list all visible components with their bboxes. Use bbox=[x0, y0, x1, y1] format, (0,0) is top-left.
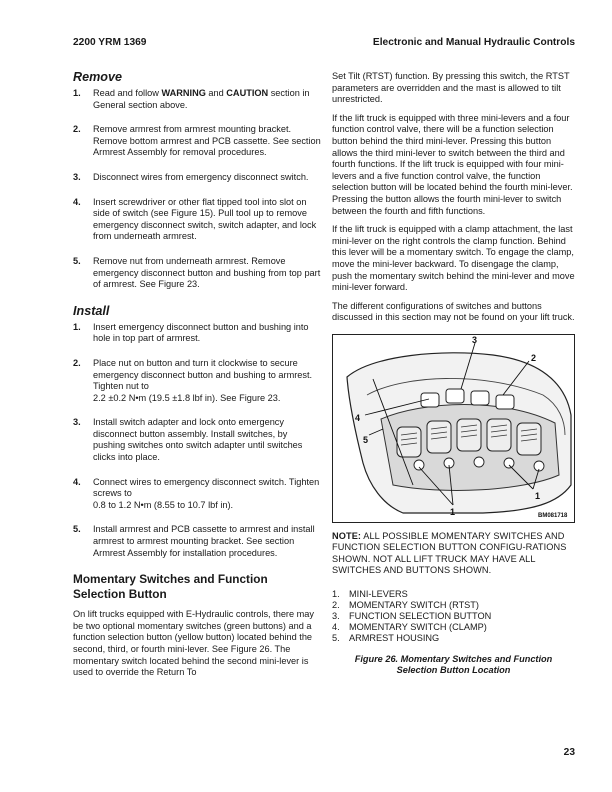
legend-item bbox=[332, 611, 575, 622]
mini-lever bbox=[487, 419, 511, 451]
legend-number: 3. bbox=[332, 610, 340, 621]
step-number: 2. bbox=[73, 357, 81, 368]
step-number: 4. bbox=[73, 476, 81, 487]
warning-label: WARNING bbox=[161, 88, 206, 98]
remove-step bbox=[73, 256, 321, 291]
callout-3: 3 bbox=[472, 334, 478, 345]
step-text: Insert screwdriver or other flat tipped tool into slot on side of switch (see Figure 15). Pull tool up to remove emergency disconnect switch, switch adapter, and lock from underneath armrest. bbox=[93, 196, 317, 242]
armrest-illustration bbox=[333, 335, 574, 522]
step-number: 2. bbox=[73, 124, 81, 135]
step-text: Remove armrest from armrest mounting bracket. Remove bottom armrest and PCB cassette. See section Armrest Assembly for removal procedures. bbox=[93, 124, 321, 158]
legend-label: ARMREST HOUSING bbox=[349, 632, 440, 643]
step-text: and bbox=[205, 88, 227, 98]
legend-number: 5. bbox=[332, 632, 340, 643]
caption-line: Figure 26. Momentary Switches and Function bbox=[354, 653, 553, 664]
torque-spec: 2.2 ±0.2 N•m (19.5 ±1.8 lbf in). See Figure 23. bbox=[93, 392, 281, 403]
step-number: 3. bbox=[73, 417, 81, 428]
callout-2: 2 bbox=[531, 352, 537, 363]
install-step bbox=[73, 477, 321, 512]
figure-code: BM081718 bbox=[538, 512, 568, 519]
callout-5: 5 bbox=[363, 434, 369, 445]
left-column bbox=[73, 70, 321, 686]
remove-step bbox=[73, 88, 321, 111]
callout-1: 1 bbox=[450, 506, 456, 517]
step-number: 1. bbox=[73, 88, 81, 98]
step-text: section in General section above. bbox=[93, 88, 310, 110]
callout-1b: 1 bbox=[535, 490, 541, 501]
switch-button bbox=[471, 391, 489, 405]
install-steps bbox=[73, 322, 321, 560]
step-number: 3. bbox=[73, 171, 81, 182]
mini-lever bbox=[427, 421, 451, 453]
step-number: 5. bbox=[73, 524, 81, 535]
install-heading: Install bbox=[73, 303, 110, 318]
figure-caption bbox=[332, 654, 575, 677]
switch-button bbox=[446, 389, 464, 403]
step-text: Disconnect wires from emergency disconnect switch. bbox=[93, 171, 309, 182]
page-number: 23 bbox=[563, 747, 575, 758]
right-column bbox=[332, 71, 575, 677]
momentary-paragraph: On lift trucks equipped with E-Hydraulic controls, there may be two optional momentary switches (green buttons) and a function selection button (yellow button) located behind the second, third, or fourth mini-lever. See Figure 26. The momentary switch located behind the second mini-lever is used to override the Return To bbox=[73, 609, 315, 678]
note-text: ALL POSSIBLE MOMENTARY SWITCHES AND FUNCTION SELECTION BUTTON CONFIGU-RATIONS SHOWN. NOT ALL LIFT TRUCK MAY HAVE ALL SWITCHES AND BUTTONS SHOWN. bbox=[332, 530, 567, 576]
legend-label: FUNCTION SELECTION BUTTON bbox=[349, 610, 492, 621]
remove-step bbox=[73, 197, 321, 243]
mini-lever bbox=[517, 423, 541, 455]
step-text: Insert emergency disconnect button and bushing into hole in top part of armrest. bbox=[93, 321, 309, 344]
legend-item bbox=[332, 589, 575, 600]
legend-label: MOMENTARY SWITCH (CLAMP) bbox=[349, 621, 487, 632]
clamp-paragraph: If the lift truck is equipped with a clamp attachment, the last mini-lever on the right controls the clamp function. Behind this lever will be a momentary switch. To engage the clamp, move the mini-lever backward. To disengage the clamp, push the momentary switch behind the mini-lever and move mini-lever forward. bbox=[332, 224, 575, 293]
install-step bbox=[73, 322, 321, 345]
legend-number: 4. bbox=[332, 621, 340, 632]
remove-heading: Remove bbox=[73, 70, 122, 84]
header-doc-code: 2200 YRM 1369 bbox=[73, 37, 147, 48]
figure-note bbox=[332, 531, 575, 577]
legend-number: 2. bbox=[332, 599, 340, 610]
legend-item bbox=[332, 622, 575, 633]
note-label: NOTE: bbox=[332, 530, 362, 541]
step-text: Remove nut from underneath armrest. Remove emergency disconnect button and bushing from top part of armrest. See Figure 23. bbox=[93, 255, 321, 290]
legend-label: MINI-LEVERS bbox=[349, 588, 408, 599]
step-number: 5. bbox=[73, 255, 81, 266]
remove-step bbox=[73, 172, 321, 184]
figure-legend bbox=[332, 589, 575, 644]
caption-line: Selection Button Location bbox=[396, 665, 511, 676]
torque-spec: 0.8 to 1.2 N•m (8.55 to 10.7 lbf in). bbox=[93, 499, 234, 510]
install-step bbox=[73, 524, 321, 559]
step-text: Install armrest and PCB cassette to armrest and install armrest to armrest mounting bracket. See section Armrest Assembly for installation procedures. bbox=[93, 524, 315, 558]
install-step bbox=[73, 358, 321, 404]
function-selection-paragraph: If the lift truck is equipped with three mini-levers and a four function control valve, there will be a function selection button behind the third mini-lever. Pressing this button allows the third mini-lever to switch between the third and fourth functions. If the lift truck is equipped with four mini-levers and a five function control valve, the function selection button will be located behind the fourth mini-lever. Pressing the button allows the fourth mini-lever to switch between the fourth and fifth functions. bbox=[332, 112, 573, 216]
switch-button bbox=[496, 395, 514, 409]
legend-item bbox=[332, 633, 575, 644]
caution-label: CAUTION bbox=[226, 88, 269, 98]
mini-lever bbox=[457, 419, 481, 451]
momentary-paragraph-continued: Set Tilt (RTST) function. By pressing this switch, the RTST parameters are overridden and the mast is allowed to tilt unrestricted. bbox=[332, 71, 570, 105]
legend-label: MOMENTARY SWITCH (RTST) bbox=[349, 599, 479, 610]
header-section-title: Electronic and Manual Hydraulic Controls bbox=[372, 37, 575, 48]
step-text: Place nut on button and turn it clockwise to secure emergency disconnect button and bushing to armrest. Tighten nut to bbox=[93, 357, 313, 392]
step-number: 1. bbox=[73, 321, 81, 332]
momentary-heading: Momentary Switches and Function Selection Button bbox=[73, 572, 268, 601]
armrest-switch-figure bbox=[332, 334, 575, 523]
step-text: Connect wires to emergency disconnect switch. Tighten screws to bbox=[93, 476, 320, 499]
configurations-paragraph: The different configurations of switches and buttons discussed in this section may not be found on your lift truck. bbox=[332, 300, 575, 323]
remove-steps bbox=[73, 88, 321, 291]
step-text: Install switch adapter and lock onto emergency disconnect button assembly. Install switches, by pushing switches onto switch adapter until switches clicks into place. bbox=[93, 417, 303, 463]
install-step bbox=[73, 417, 321, 463]
remove-step bbox=[73, 124, 321, 159]
callout-4: 4 bbox=[355, 412, 361, 423]
legend-item bbox=[332, 600, 575, 611]
step-text: Read and follow bbox=[93, 88, 162, 98]
legend-number: 1. bbox=[332, 588, 340, 599]
step-number: 4. bbox=[73, 196, 81, 207]
